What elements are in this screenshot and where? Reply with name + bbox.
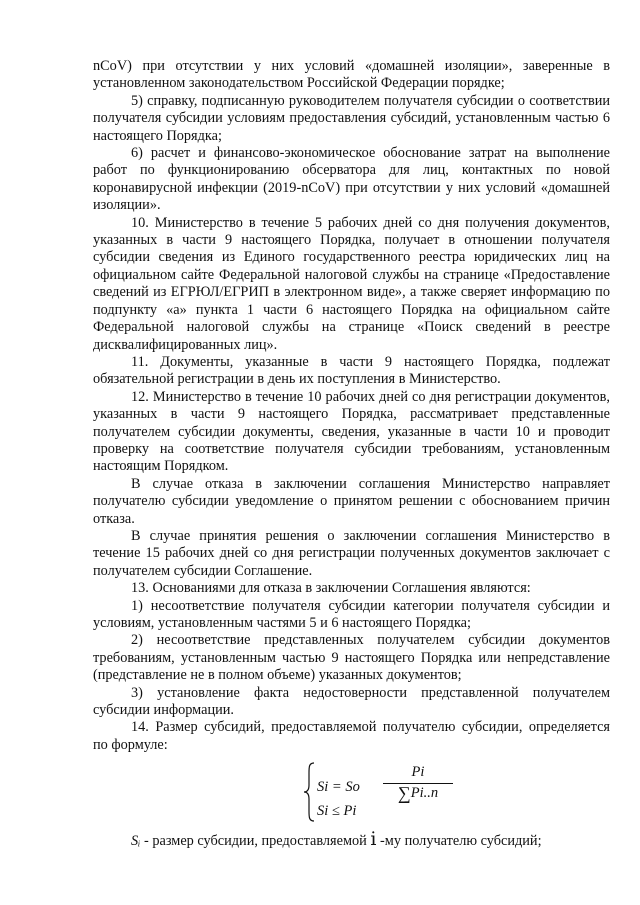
formula-fraction — [383, 764, 453, 802]
paragraph-item-6: 6) расчет и финансово-экономическое обоснование затрат на выполнение работ по функционированию обсерватора для лиц, контактных по новой коронавирусной инфекции (2019-nCoV) при отсутствии у них условий «домашней изоляции». — [93, 145, 610, 214]
definition-text-2: -му получателю субсидий; — [376, 833, 542, 850]
paragraph-agreement-case: В случае принятия решения о заключении соглашения Министерство в течение 15 рабочих дней со дня регистрации полученных документов заключает с получателем субсидии Соглашение. — [93, 527, 610, 579]
formula-constraint: Si ≤ Pi — [317, 803, 357, 820]
subsidy-formula — [303, 761, 610, 823]
left-brace-icon — [303, 761, 317, 823]
definition-line — [93, 828, 610, 851]
symbol-si: Sᵢ — [131, 833, 141, 850]
definition-text-1: - размер субсидии, предоставляемой — [140, 833, 371, 850]
paragraph-ground-3: 3) установление факта недостоверности представленной получателем субсидии информации. — [93, 684, 610, 719]
paragraph-clause-12: 12. Министерство в течение 10 рабочих дней со дня регистрации документов, указанных в части 9 настоящего Порядка, рассматривает представленные получателем субсидии документы, сведения, указанные в части 10 и проводит проверку на соответствие получателя субсидии требованиям, установленным настоящим Порядком. — [93, 388, 610, 475]
formula-numerator: Pi — [383, 764, 453, 783]
symbol-i: i — [370, 828, 377, 851]
paragraph-ground-1: 1) несоответствие получателя субсидии категории получателя субсидии и условиям, установленным частями 5 и 6 настоящего Порядка; — [93, 597, 610, 631]
paragraph-ground-2: 2) несоответствие представленных получателем субсидии документов требованиям, установленным частью 9 настоящего Порядка или непредставление (представление не в полном объеме) указанных документов; — [93, 632, 610, 684]
paragraph-clause-14: 14. Размер субсидий, предоставляемой получателю субсидии, определяется по формуле: — [93, 719, 610, 753]
paragraph-refusal-case: В случае отказа в заключении соглашения Министерство направляет получателю субсидии уведомление о принятом решении с обоснованием причин отказа. — [93, 475, 610, 527]
paragraph-clause-11: 11. Документы, указанные в части 9 настоящего Порядка, подлежат обязательной регистрации в день их поступления в Министерство. — [93, 353, 610, 388]
sum-symbol: ∑ — [397, 782, 411, 803]
document-body — [93, 58, 610, 851]
formula-lhs: Si = So — [317, 779, 360, 796]
formula-denominator — [383, 784, 453, 802]
paragraph-clause-10: 10. Министерство в течение 5 рабочих дней со дня получения документов, указанных в части 9 настоящего Порядка, получает в отношении получателя субсидии сведения из Единого государственного реестра юридических лиц на официальном сайте Федеральной налоговой службы на странице «Предоставление сведений из ЕГРЮЛ/ЕГРИП в электронном виде», а также сверяет информацию по подпункту «а» пункта 1 части 6 настоящего Порядка на официальном сайте Федеральной налоговой службы на странице «Поиск сведений в реестре дисквалифицированных лиц». — [93, 214, 610, 353]
paragraph-clause-13: 13. Основаниями для отказа в заключении Соглашения являются: — [131, 580, 531, 597]
paragraph-item-5: 5) справку, подписанную руководителем получателя субсидии о соответствии получателя субсидии условиям предоставления субсидий, установленным частью 6 настоящего Порядка; — [93, 92, 610, 144]
formula-denominator-text: Pi..п — [410, 784, 439, 801]
paragraph-continuation: nCoV) при отсутствии у них условий «домашней изоляции», заверенные в установленном законодательством Российской Федерации порядке; — [93, 58, 610, 92]
